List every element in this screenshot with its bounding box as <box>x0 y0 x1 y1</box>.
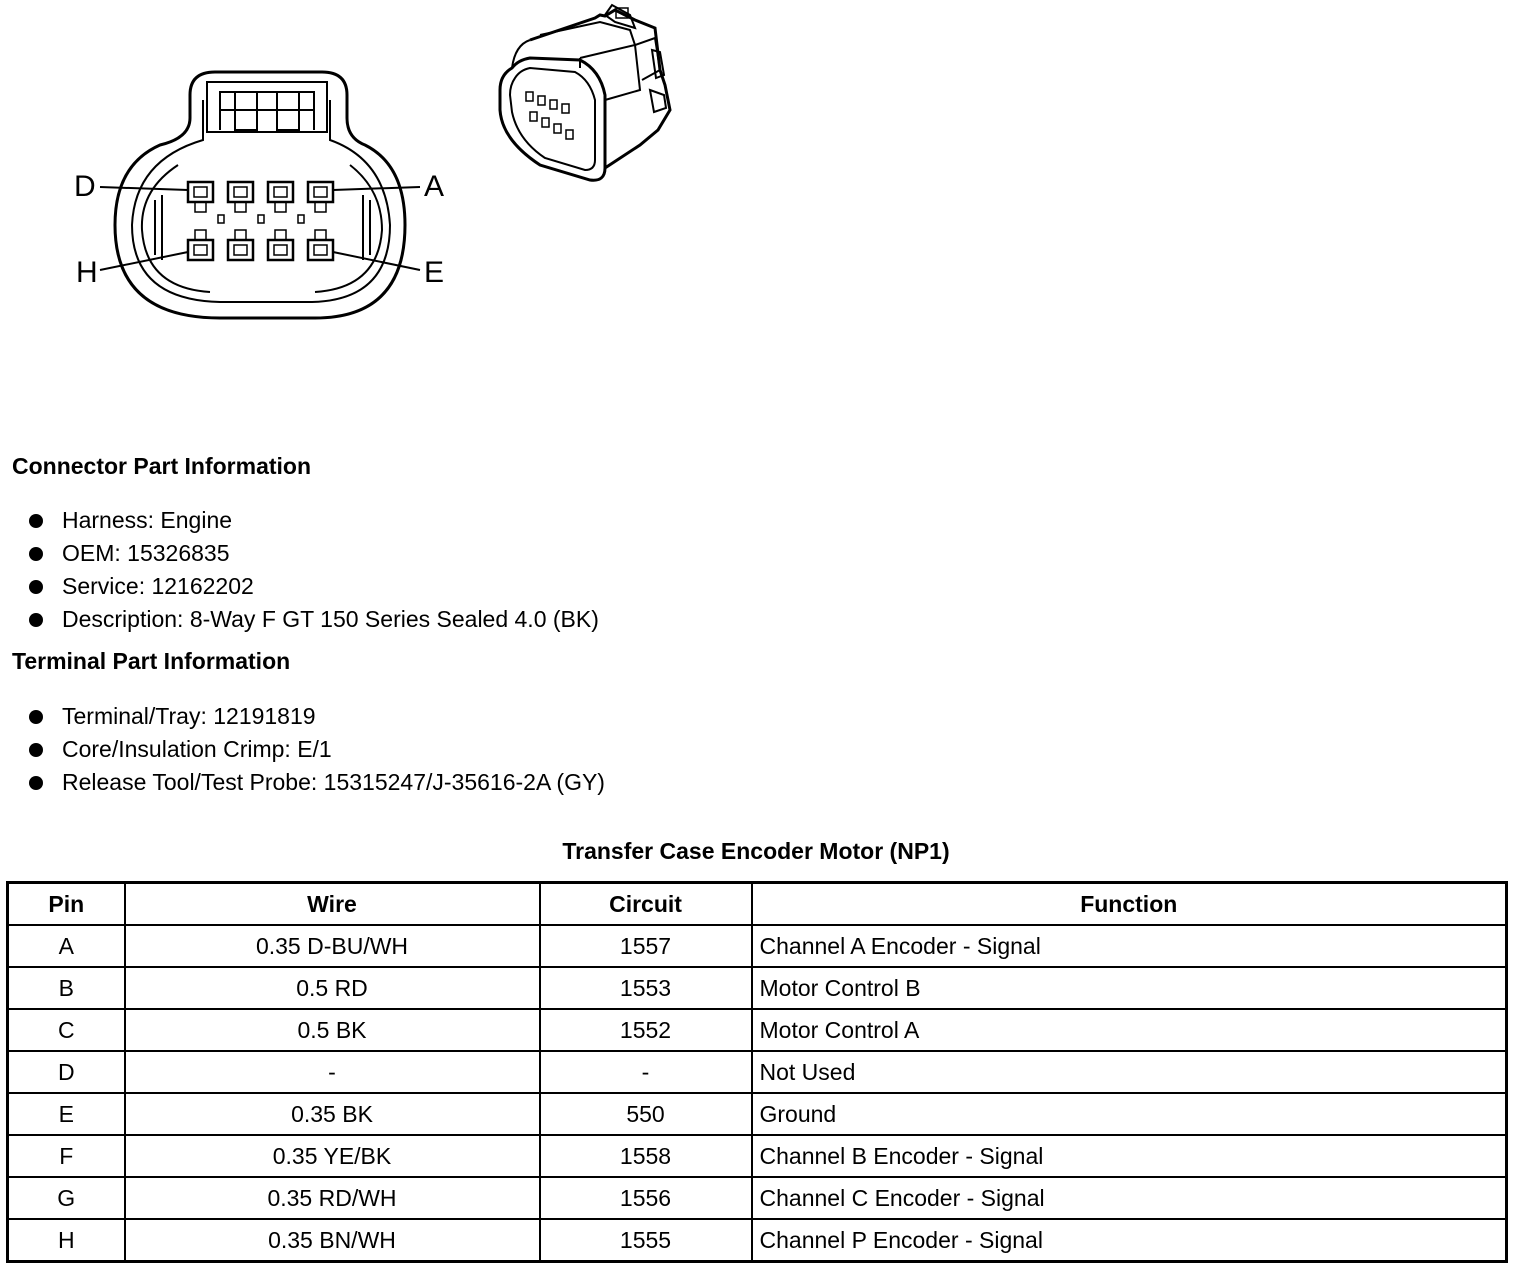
cell-circuit: - <box>540 1051 752 1093</box>
pin-label-a: A <box>424 170 445 203</box>
table-header-row <box>8 883 1507 926</box>
cell-wire: 0.5 BK <box>125 1009 540 1051</box>
header-pin: Pin <box>8 883 125 926</box>
cell-function: Motor Control A <box>752 1009 1507 1051</box>
cell-pin: C <box>8 1009 125 1051</box>
table-row <box>8 925 1507 967</box>
cell-circuit: 1558 <box>540 1135 752 1177</box>
cell-circuit: 550 <box>540 1093 752 1135</box>
list-item: Core/Insulation Crimp: E/1 <box>0 733 605 766</box>
table-row <box>8 1093 1507 1135</box>
cell-wire: 0.5 RD <box>125 967 540 1009</box>
list-item: Service: 12162202 <box>0 570 599 603</box>
cell-function: Ground <box>752 1093 1507 1135</box>
cell-pin: H <box>8 1219 125 1262</box>
list-item: Release Tool/Test Probe: 15315247/J-35616-2A (GY) <box>0 766 605 799</box>
cell-circuit: 1555 <box>540 1219 752 1262</box>
bullet-icon <box>29 580 43 594</box>
table-row <box>8 1135 1507 1177</box>
list-item: Harness: Engine <box>0 504 599 537</box>
cell-pin: D <box>8 1051 125 1093</box>
cell-function: Channel B Encoder - Signal <box>752 1135 1507 1177</box>
connector-part-heading: Connector Part Information <box>12 453 312 479</box>
table-row <box>8 1177 1507 1219</box>
terminal-part-list <box>0 700 605 799</box>
header-wire: Wire <box>125 883 540 926</box>
pin-label-d: D <box>74 170 96 203</box>
cell-circuit: 1556 <box>540 1177 752 1219</box>
list-item: OEM: 15326835 <box>0 537 599 570</box>
terminal-part-heading: Terminal Part Information <box>12 648 291 674</box>
cell-function: Motor Control B <box>752 967 1507 1009</box>
bullet-icon <box>29 776 43 790</box>
cell-wire: 0.35 RD/WH <box>125 1177 540 1219</box>
cell-wire: 0.35 D-BU/WH <box>125 925 540 967</box>
pinout-table <box>6 881 1508 1263</box>
bullet-icon <box>29 613 43 627</box>
pin-label-h: H <box>76 256 98 289</box>
table-row <box>8 1219 1507 1262</box>
cell-wire: 0.35 BN/WH <box>125 1219 540 1262</box>
cell-function: Channel C Encoder - Signal <box>752 1177 1507 1219</box>
cell-pin: G <box>8 1177 125 1219</box>
pin-label-e: E <box>424 256 445 289</box>
bullet-icon <box>29 743 43 757</box>
list-item: Terminal/Tray: 12191819 <box>0 700 605 733</box>
list-item: Description: 8-Way F GT 150 Series Sealed 4.0 (BK) <box>0 603 599 636</box>
connector-3d-view <box>500 5 670 180</box>
cell-pin: A <box>8 925 125 967</box>
cell-pin: E <box>8 1093 125 1135</box>
cell-function: Channel P Encoder - Signal <box>752 1219 1507 1262</box>
cell-function: Channel A Encoder - Signal <box>752 925 1507 967</box>
cell-pin: B <box>8 967 125 1009</box>
bullet-icon <box>29 710 43 724</box>
table-title: Transfer Case Encoder Motor (NP1) <box>562 838 950 864</box>
table-row <box>8 967 1507 1009</box>
cell-pin: F <box>8 1135 125 1177</box>
cell-wire: 0.35 BK <box>125 1093 540 1135</box>
bullet-icon <box>29 547 43 561</box>
connector-face-view <box>60 0 700 340</box>
cell-wire: - <box>125 1051 540 1093</box>
table-row <box>8 1009 1507 1051</box>
connector-diagram <box>60 0 700 340</box>
cell-wire: 0.35 YE/BK <box>125 1135 540 1177</box>
cell-circuit: 1557 <box>540 925 752 967</box>
cell-function: Not Used <box>752 1051 1507 1093</box>
header-circuit: Circuit <box>540 883 752 926</box>
cell-circuit: 1553 <box>540 967 752 1009</box>
connector-part-list <box>0 504 599 636</box>
bullet-icon <box>29 514 43 528</box>
cell-circuit: 1552 <box>540 1009 752 1051</box>
table-row <box>8 1051 1507 1093</box>
header-function: Function <box>752 883 1507 926</box>
